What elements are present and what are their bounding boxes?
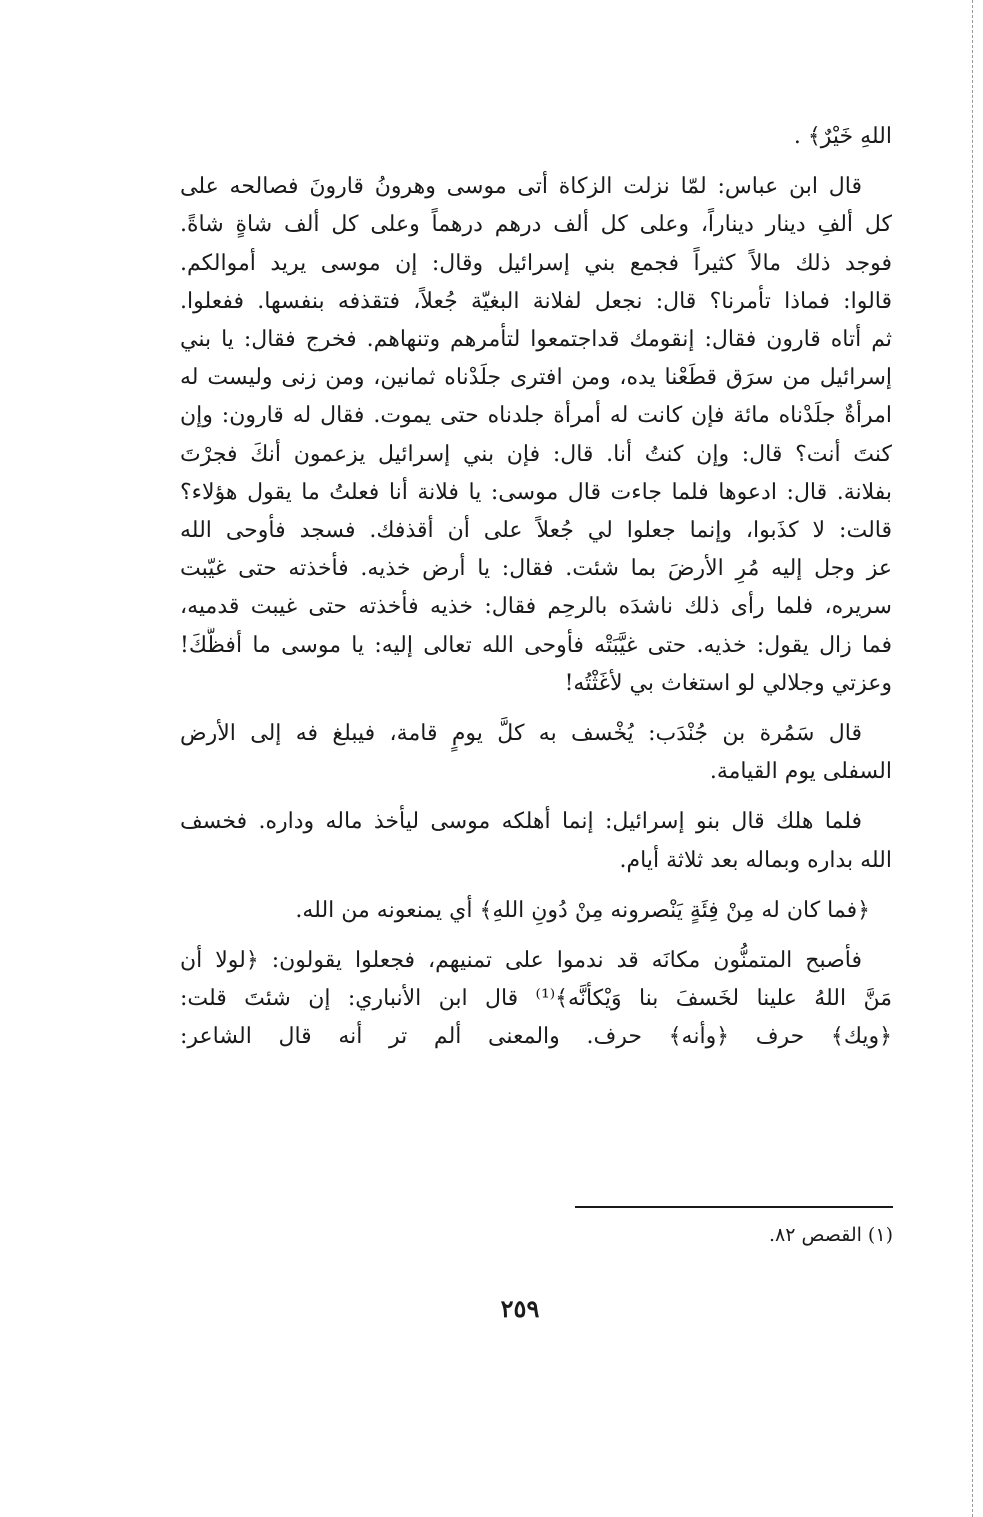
footnote: (١) القصص ٨٢. <box>768 1224 893 1246</box>
text-line: ﴿ويك﴾ حرف ﴿وأنه﴾ حرف. والمعنى ألم تر أنه قال الشاعر: <box>180 1024 892 1050</box>
text-line: فلما هلك قال بنو إسرائيل: إنما أهلكه موسى ليأخذ ماله وداره. فخسف <box>180 809 862 835</box>
paragraph-1 <box>180 168 892 703</box>
footnote-divider <box>575 1206 893 1208</box>
top-line: اللهِ خَيْرٌ﴾ . <box>793 124 892 149</box>
text-line: بفلانة. قال: ادعوها فلما جاءت قال موسى: يا فلانة أنا فعلتُ ما يقول هؤلاء؟ <box>180 479 892 505</box>
text-line: قال سَمُرة بن جُنْدَب: يُخْسف به كلَّ يومٍ قامة، فيبلغ فه إلى الأرض <box>180 721 862 747</box>
page-number: ٢٥٩ <box>500 1294 540 1323</box>
text-line: امرأةٌ جلَدْناه مائة فإن كانت له أمرأة جلدناه حتى يموت. فقال له قارون: وإن <box>180 403 892 429</box>
text-line: وعزتي وجلالي لو استغاث بي لأغَثْتُه! <box>564 670 892 696</box>
paragraph-3 <box>180 803 892 879</box>
paragraph-2 <box>180 715 892 791</box>
text-line: فوجد ذلك مالاً كثيراً فجمع بني إسرائيل وقال: إن موسى يريد أموالكم. <box>180 250 892 276</box>
page-body <box>180 118 892 1069</box>
text-line: الله بداره وبماله بعد ثلاثة أيام. <box>619 847 892 873</box>
text-line: كل ألفِ دينار ديناراً، وعلى كل ألف درهم درهماً وعلى كل ألف شاةٍ شاةً. <box>180 212 892 238</box>
text-line: قال ابن عباس: لمّا نزلت الزكاة أتى موسى وهرونُ قارونَ فصالحه على <box>180 174 862 200</box>
text-line: مَنَّ اللهُ علينا لخَسفَ بنا وَيْكأنَّه﴾⁽¹⁾ قال ابن الأنباري: إن شئتَ قلت: <box>180 986 892 1012</box>
paragraph-4 <box>180 942 892 1057</box>
text-line: قالوا: فماذا تأمرنا؟ قال: نجعل لفلانة البغيّة جُعلاً، فتقذفه بنفسها. ففعلوا. <box>180 288 892 314</box>
text-line: عز وجل إليه مُرِ الأرضَ بما شئت. فقال: يا أرض خذيه. فأخذته حتى غيّبت <box>180 556 892 582</box>
text-line: فأصبح المتمنُّون مكانَه قد ندموا على تمنيهم، فجعلوا يقولون: ﴿لولا أن <box>180 948 862 974</box>
text-line: إسرائيل من سرَق قطَعْنا يده، ومن افترى جلَدْناه ثمانين، ومن زنى وليست له <box>180 365 892 391</box>
scan-edge-line <box>971 0 973 1517</box>
text-line: فما زال يقول: خذيه. حتى غيَّبَتْه فأوحى الله تعالى إليه: يا موسى ما أفظَّكَ! <box>180 632 892 658</box>
ayah-line: ﴿فما كان له مِنْ فِئَةٍ يَنْصرونه مِنْ دُونِ اللهِ﴾ أي يمنعونه من الله. <box>295 897 870 923</box>
text-line: ثم أتاه قارون فقال: إنقومك قداجتمعوا لتأمرهم وتنهاهم. فخرج فقال: يا بني <box>180 327 892 353</box>
text-line: سريره، فلما رأى ذلك ناشدَه بالرحِم فقال: خذيه فأخذته حتى غيبت قدميه، <box>180 594 892 620</box>
text-line: كنتَ أنت؟ قال: وإن كنتُ أنا. قال: فإن بني إسرائيل يزعمون أنكَ فجرْتَ <box>180 441 892 467</box>
text-line: قالت: لا كذَبوا، وإنما جعلوا لي جُعلاً على أن أقذفك. فسجد فأوحى الله <box>180 518 892 544</box>
text-line: السفلى يوم القيامة. <box>709 759 892 785</box>
